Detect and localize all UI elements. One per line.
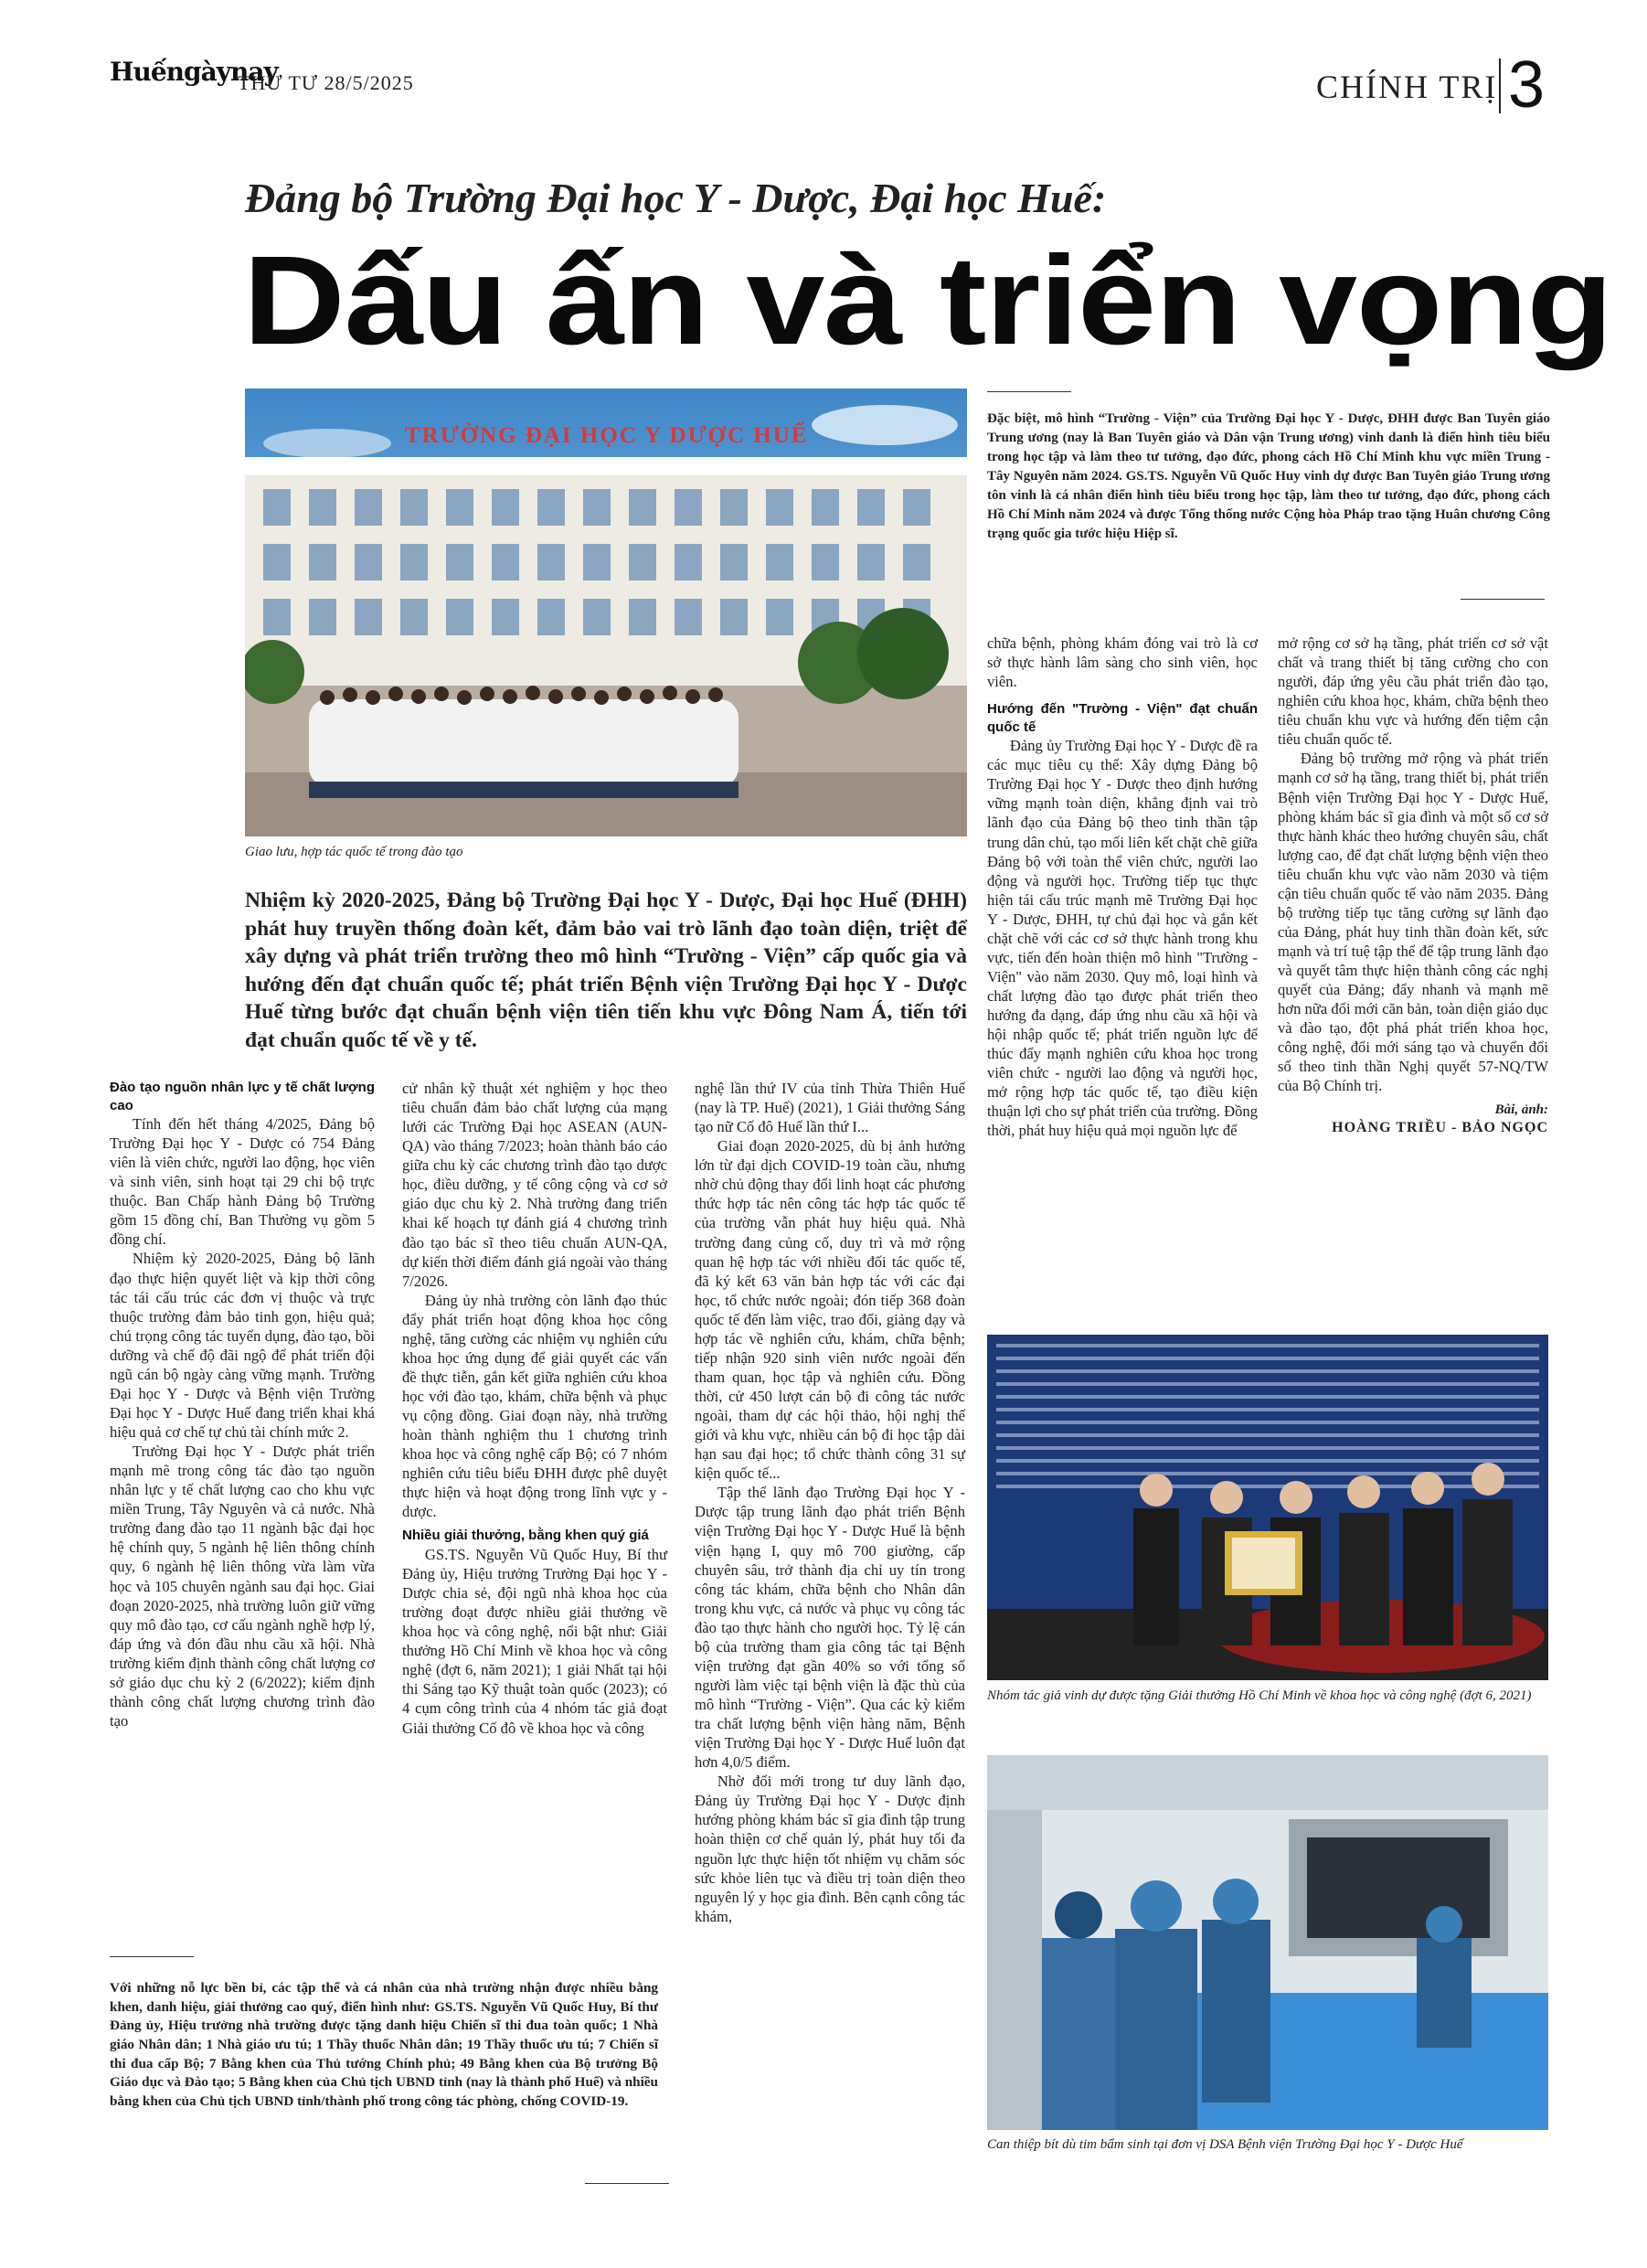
column-5 bbox=[1278, 634, 1548, 1137]
paragraph: cử nhân kỹ thuật xét nghiệm y học theo tiêu chuẩn đảm bảo chất lượng của mạng lưới các Trường Đại học ASEAN (AUN-QA) vào tháng 7/2023; hoàn thành báo cáo giữa chu kỳ các chương trình đào tạo dược học, điều dưỡng, y tế công cộng và cơ sở giáo dục chu kỳ 2. Nhà trường đang triển khai kế hoạch tự đánh giá 4 chương trình đào tạo bác sĩ theo tiêu chuẩn AUN-QA, dự kiến thời điểm đánh giá ngoài vào tháng 7/2026. bbox=[402, 1080, 667, 1290]
article-headline: Dấu ấn và triển vọng bbox=[243, 230, 1612, 371]
header-divider bbox=[1499, 59, 1501, 113]
paragraph: Trường Đại học Y - Dược phát triển mạnh mẽ trong công tác đào tạo nguồn nhân lực y tế chất lượng cao cho khu vực miền Trung, Tây Nguyên và cả nước. Nhà trường đang đào tạo 11 ngành bậc đại học hệ chính quy, 5 ngành hệ liên thông chính quy, 6 ngành hệ liên thông vừa làm vừa học và 105 chuyên ngành sau đại học. Giai đoạn 2020-2025, nhà trường luôn giữ vững quy mô đào tạo, cơ cấu ngành nghề hợp lý, đáp ứng và đón đầu nhu cầu xã hội. Nhà trường kiểm định thành công chất lượng cơ sở giáo dục chu kỳ 2 (6/2022); kiểm định thành công chất lượng chương trình đào tạo bbox=[110, 1443, 375, 1730]
paragraph: Nhờ đổi mới trong tư duy lãnh đạo, Đảng ủy Trường Đại học Y - Dược định hướng phòng khám bác sĩ gia đình tập trung hoàn thiện cơ chế quản lý, phát huy tối đa nguồn lực thực hiện tốt nhiệm vụ chăm sóc sức khỏe liên tục và điều trị toàn diện theo nguyên lý y học gia đình. Bên cạnh công tác khám, bbox=[695, 1773, 965, 1925]
main-photo-caption: Giao lưu, hợp tác quốc tế trong đào tạo bbox=[245, 845, 463, 859]
bottom-end-rule bbox=[585, 2183, 669, 2184]
column-3 bbox=[695, 1079, 965, 1926]
building-sign: TRƯỜNG ĐẠI HỌC Y DƯỢC HUẾ bbox=[405, 423, 809, 448]
paragraph: Nhiệm kỳ 2020-2025, Đảng bộ lãnh đạo thực hiện quyết liệt và kịp thời công tác tái cấu trúc các đơn vị thuộc và trực thuộc trường đảm bảo tinh gọn, hiệu quả; chú trọng công tác tuyển dụng, đào tạo, bồi dưỡng và chế độ đãi ngộ để phát triển đội ngũ cán bộ ngày càng vững mạnh. Trường Đại học Y - Dược và Bệnh viện Trường Đại học Y - Dược Huế đang triển khai khá hiệu quả cơ chế tự chủ tài chính mức 2. bbox=[110, 1250, 375, 1441]
paragraph: chữa bệnh, phòng khám đóng vai trò là cơ sở thực hành lâm sàng cho sinh viên, học viên. bbox=[987, 634, 1258, 691]
paragraph: Giai đoạn 2020-2025, dù bị ảnh hưởng lớn từ đại dịch COVID-19 toàn cầu, nhưng nhờ chủ động thay đổi linh hoạt các phương thức hợp tác nên công tác hợp tác quốc tế của trường vẫn phát huy hiệu quả. Nhà trường đang củng cố, duy trì và mở rộng quan hệ hợp tác với nhiều đối tác quốc tế, đã ký kết 63 văn bản hợp tác với các đại học, tổ chức nước ngoài; đón tiếp 368 đoàn quốc tế đến làm việc, trao đổi, giảng dạy và hợp tác về nghiên cứu, khám, chữa bệnh; tiếp nhận 920 sinh viên nước ngoài đến tham quan, học tập và nghiên cứu. Đồng thời, cử 450 lượt cán bộ đi công tác nước ngoài, tham dự các hội thảo, hội nghị thế giới và khu vực, nhiều cán bộ đi học tập dài hạn sau đại học; tổ chức thành công 31 sự kiện quốc tế... bbox=[695, 1137, 965, 1483]
sidebar-bottom-rule bbox=[1461, 599, 1545, 600]
bottom-box-rule bbox=[110, 1956, 194, 1957]
surgery-photo-caption: Can thiệp bít dù tim bẩm sinh tại đơn vị DSA Bệnh viện Trường Đại học Y - Dược Huế bbox=[987, 2137, 1463, 2152]
sidebar-top-rule bbox=[987, 391, 1071, 392]
sidebar-highlight: Đặc biệt, mô hình “Trường - Viện” của Trường Đại học Y - Dược, ĐHH được Ban Tuyên giáo Trung ương (nay là Ban Tuyên giáo và Dân vận Trung ương) vinh danh là điển hình tiêu biểu trong học tập và làm theo tư tưởng, đạo đức, phong cách Hồ Chí Minh khu vực miền Trung - Tây Nguyên năm 2024. GS.TS. Nguyễn Vũ Quốc Huy vinh dự được Ban Tuyên giáo Trung ương tôn vinh là cá nhân điển hình tiêu biểu trong học tập, làm theo tư tưởng, đạo đức, phong cách Hồ Chí Minh năm 2024 và được Tổng thống nước Cộng hòa Pháp trao tặng Huân chương Công trạng quốc gia tước hiệu Hiệp sĩ. bbox=[987, 411, 1550, 541]
byline: HOÀNG TRIỀU - BẢO NGỌC bbox=[1332, 1119, 1548, 1135]
issue-date: THỨ TƯ 28/5/2025 bbox=[238, 71, 414, 94]
subhead-training: Đào tạo nguồn nhân lực y tế chất lượng cao bbox=[110, 1080, 375, 1113]
page-number: 3 bbox=[1508, 48, 1546, 122]
paragraph: Tính đến hết tháng 4/2025, Đảng bộ Trường Đại học Y - Dược có 754 Đảng viên là viên chức, người lao động, học viên và sinh viên, sinh hoạt tại 29 chi bộ trực thuộc. Ban Chấp hành Đảng bộ Trường gồm 15 đồng chí, Ban Thường vụ gồm 5 đồng chí. bbox=[110, 1115, 375, 1249]
paragraph: nghệ lần thứ IV của tỉnh Thừa Thiên Huế (nay là TP. Huế) (2021), 1 Giải thưởng Sáng tạo nữ Cố đô Huế lần thứ I... bbox=[695, 1080, 965, 1136]
section-name: CHÍNH TRỊ bbox=[1316, 69, 1498, 105]
paragraph: Tập thể lãnh đạo Trường Đại học Y - Dược tập trung lãnh đạo phát triển Bệnh viện Trường Đại học Y - Dược Huế là bệnh viện hạng I, quy mô 700 giường, cấp chuyên sâu, trở thành địa chỉ uy tín trong công tác khám, chữa bệnh cho Nhân dân trong khu vực, cả nước và phục vụ công tác đào tạo thực hành cho người học. Tỷ lệ cán bộ của trường tham gia công tác tại Bệnh viện trường đạt gần 40% so với tổng số người làm việc tại bệnh viện là đặc thù của mô hình “Trường - Viện”. Qua các kỳ kiểm tra chất lượng bệnh viện hàng năm, Bệnh viện Trường Đại học Y - Dược Huế luôn đạt hơn 4,0/5 điểm. bbox=[695, 1484, 965, 1772]
paragraph: Đảng ủy nhà trường còn lãnh đạo thúc đẩy phát triển hoạt động khoa học công nghệ, tăng cường các nhiệm vụ nghiên cứu khoa học ứng dụng để giải quyết các vấn đề thực tiễn, gắn kết giữa nghiên cứu khoa học với đào tạo, khám, chữa bệnh và phục vụ cộng đồng. Giai đoạn này, nhà trường hoàn thành nghiệm thu 1 chương trình khoa học và công nghệ cấp Bộ; có 7 nhóm nghiên cứu tiêu biểu ĐHH được phê duyệt thực hiện và hoạt động trong lĩnh vực y - dược. bbox=[402, 1291, 667, 1521]
subhead-awards: Nhiều giải thưởng, bằng khen quý giá bbox=[402, 1528, 649, 1544]
surgery-photo bbox=[987, 1755, 1548, 2130]
masthead: Huếngàynay bbox=[110, 57, 278, 87]
column-2 bbox=[402, 1079, 667, 1738]
award-photo bbox=[987, 1335, 1548, 1680]
byline-label: Bài, ảnh: bbox=[1494, 1102, 1548, 1117]
award-photo-caption: Nhóm tác giả vinh dự được tặng Giải thưởng Hồ Chí Minh về khoa học và công nghệ (đợt 6, 2021) bbox=[987, 1688, 1532, 1703]
subhead-international: Hướng đến "Trường - Viện" đạt chuẩn quốc tế bbox=[987, 701, 1258, 735]
column-1 bbox=[110, 1079, 375, 1730]
column-4 bbox=[987, 634, 1258, 1141]
main-photo bbox=[245, 389, 967, 836]
awards-summary-box: Với những nỗ lực bền bỉ, các tập thể và cá nhân của nhà trường nhận được nhiều bằng khen, danh hiệu, giải thưởng cao quý, điển hình như: GS.TS. Nguyễn Vũ Quốc Huy, Bí thư Đảng ủy, Hiệu trưởng nhà trường được tặng danh hiệu Chiến sĩ thi đua toàn quốc; 1 Nhà giáo Nhân dân; 1 Nhà giáo ưu tú; 1 Thầy thuốc Nhân dân; 19 Thầy thuốc ưu tú; 7 Chiến sĩ thi đua cấp Bộ; 7 Bằng khen của Thủ tướng Chính phủ; 49 Bằng khen của Bộ trưởng Bộ Giáo dục và Đào tạo; 5 Bằng khen của Chủ tịch UBND tỉnh (nay là thành phố Huế) và nhiều bằng khen của Chủ tịch UBND tỉnh/thành phố trong công tác phòng, chống COVID-19. bbox=[110, 1980, 658, 2110]
paragraph: GS.TS. Nguyễn Vũ Quốc Huy, Bí thư Đảng ủy, Hiệu trưởng Trường Đại học Y - Dược chia sẻ, đội ngũ nhà khoa học của trường đoạt được nhiều giải thưởng về khoa học và công nghệ, nổi bật như: Giải thưởng Hồ Chí Minh về khoa học và công nghệ (đợt 6, năm 2021); 1 giải Nhất tại hội thi Sáng tạo Kỹ thuật toàn quốc (2023); có 4 cụm công trình của 4 nhóm tác giả đoạt Giải thưởng Cố đô về khoa học và công bbox=[402, 1545, 667, 1737]
article-lead: Nhiệm kỳ 2020-2025, Đảng bộ Trường Đại học Y - Dược, Đại học Huế (ĐHH) phát huy truyền thống đoàn kết, đảm bảo vai trò lãnh đạo toàn diện, triệt để xây dựng và phát triển trường theo mô hình “Trường - Viện” cấp quốc gia và hướng đến đạt chuẩn quốc tế; phát triển Bệnh viện Trường Đại học Y - Dược Huế từng bước đạt chuẩn bệnh viện tiên tiến khu vực Đông Nam Á, tiến tới đạt chuẩn quốc tế về y tế. bbox=[245, 889, 967, 1052]
paragraph: Đảng ủy Trường Đại học Y - Dược đề ra các mục tiêu cụ thể: Xây dựng Đảng bộ Trường Đại học Y - Dược theo định hướng vững mạnh toàn diện, khẳng định vai trò lãnh đạo của Đảng bộ theo tinh thần tập trung dân chủ, tạo mối liên kết chặt chẽ giữa Đảng bộ với toàn thể viên chức, người lao động và người học. Trường tiếp tục thực hiện tái cấu trúc mạnh mẽ Trường Đại học Y - Dược, ĐHH, tự chủ đại học và gắn kết chặt chẽ với các cơ sở thực hành trong khu vực, tiến đến hoàn thiện mô hình "Trường - Viện" vào năm 2030. Quy mô, loại hình và chất lượng đào tạo được phát triển theo hướng đa dạng, đáp ứng nhu cầu xã hội và hội nhập quốc tế; phát triển nguồn lực để thúc đẩy mạnh nghiên cứu khoa học trong viên chức - người lao động và người học, mở rộng hợp tác quốc tế, tạo điều kiện thuận lợi cho sự phát triển của trường. Đồng thời, phát huy hiệu quả mọi nguồn lực để bbox=[987, 737, 1258, 1140]
paragraph: Đảng bộ trường mở rộng và phát triển mạnh cơ sở hạ tầng, trang thiết bị, phát triển Bệnh viện Trường Đại học Y - Dược Huế, phòng khám bác sĩ gia đình và một số cơ sở thực hành khác theo hướng chuyên sâu, chất lượng cao, để đạt chất lượng bệnh viện theo tiêu chuẩn khu vực vào năm 2030 và tiệm cận tiêu chuẩn quốc tế vào năm 2035. Đảng bộ trường tiếp tục tăng cường sự lãnh đạo của Đảng, phát huy tinh thần đoàn kết, sức mạnh và trí tuệ tập thể để tập trung lãnh đạo và quyết tâm thực hiện thành công các nghị quyết của Đảng; đẩy nhanh và mạnh mẽ hơn nữa đổi mới căn bản, toàn diện giáo dục và đào tạo, đột phá phát triển khoa học, công nghệ, đổi mới sáng tạo và chuyển đổi số theo tinh thần Nghị quyết 57-NQ/TW của Bộ Chính trị. bbox=[1278, 750, 1548, 1095]
article-kicker: Đảng bộ Trường Đại học Y - Dược, Đại học Huế: bbox=[245, 175, 1107, 221]
paragraph: mở rộng cơ sở hạ tầng, phát triển cơ sở vật chất và trang thiết bị tăng cường cho con người, đáp ứng yêu cầu phát triển đào tạo, nghiên cứu khoa học, khám, chữa bệnh theo tiêu chuẩn khu vực và hướng đến tiệm cận tiêu chuẩn quốc tế. bbox=[1278, 634, 1548, 749]
